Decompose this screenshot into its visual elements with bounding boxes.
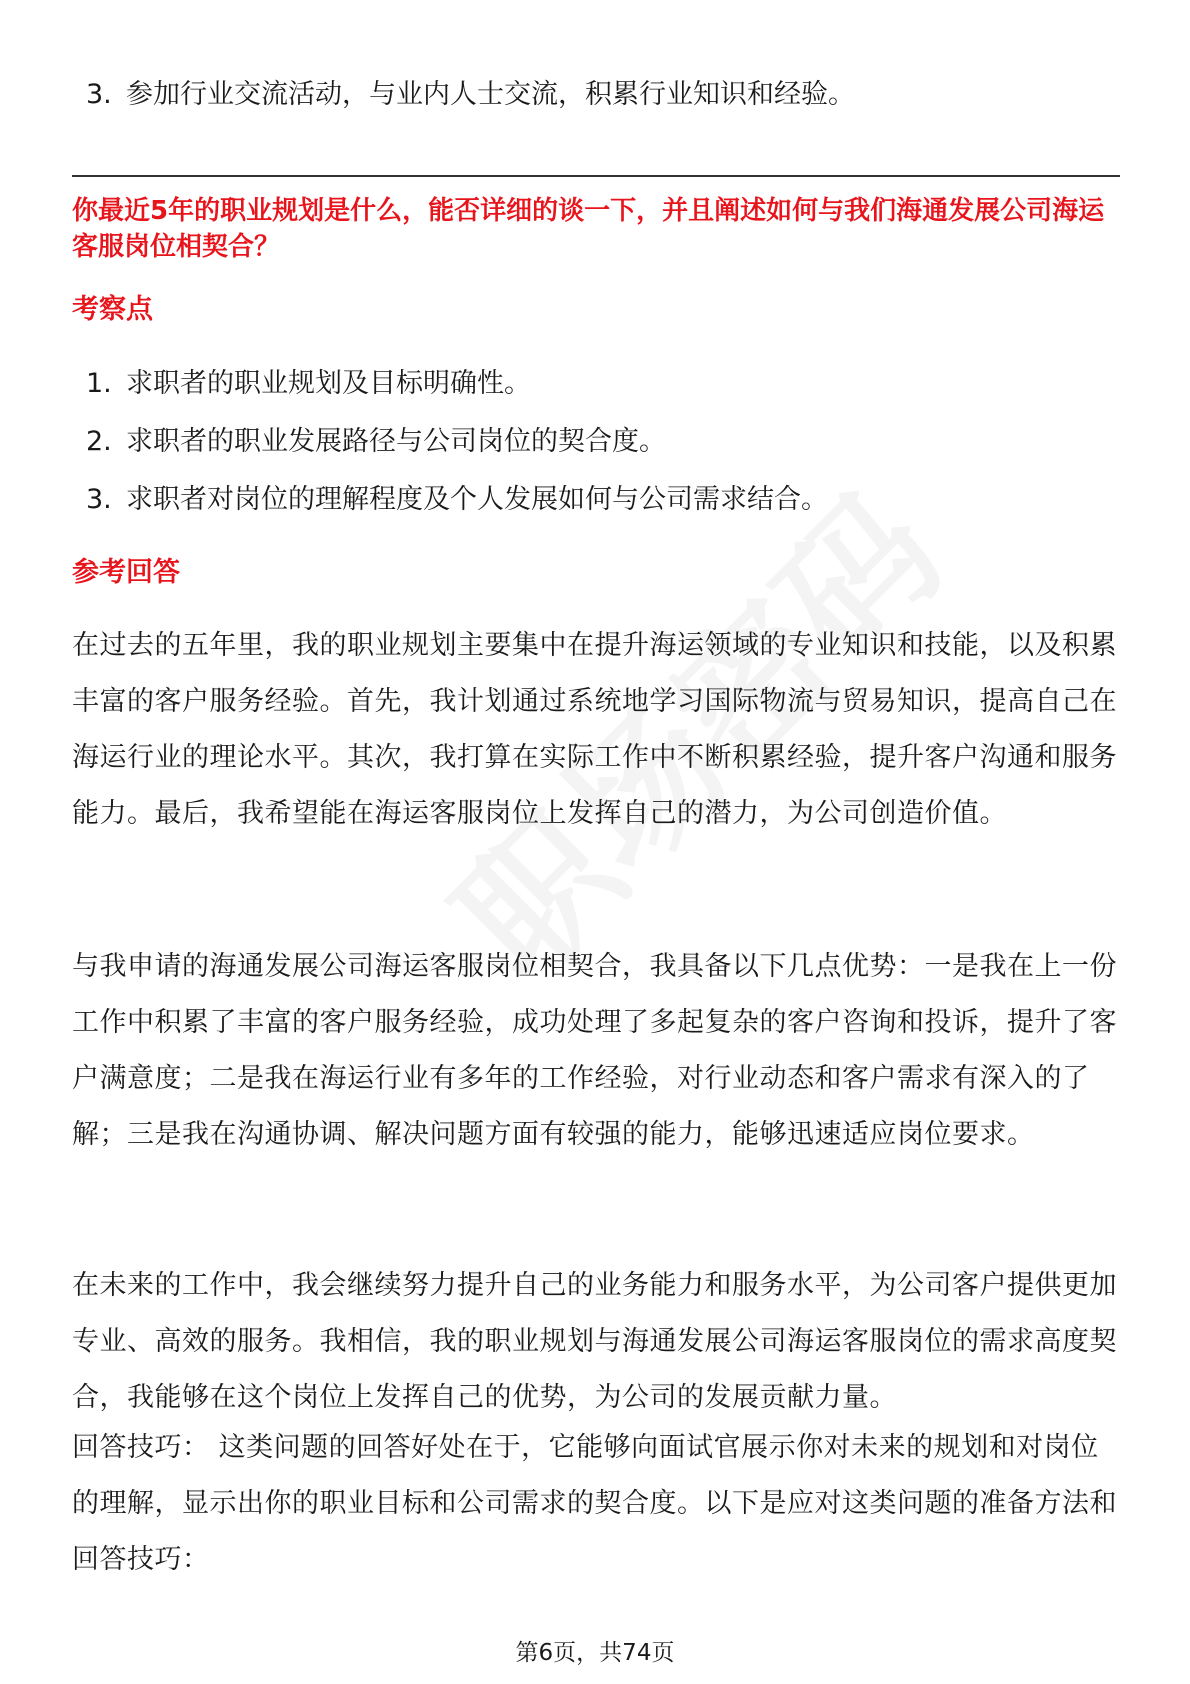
focus-heading: 考察点 <box>72 294 153 325</box>
list-item <box>72 355 1120 413</box>
list-item <box>72 471 1120 529</box>
divider <box>72 175 1120 177</box>
list-number: 3. <box>86 484 112 515</box>
list-text: 求职者对岗位的理解程度及个人发展如何与公司需求结合。 <box>126 484 828 515</box>
question-title: 你最近5年的职业规划是什么，能否详细的谈一下，并且阐述如何与我们海通发展公司海运客服岗位相契合？ <box>72 196 1105 262</box>
list-number: 1. <box>86 368 112 399</box>
previous-list <box>72 66 1120 124</box>
document-page <box>72 0 1120 1684</box>
list-item <box>72 413 1120 471</box>
list-number: 2. <box>86 426 112 457</box>
answer-heading: 参考回答 <box>72 557 180 588</box>
answer-paragraph: 在未来的工作中，我会继续努力提升自己的业务能力和服务水平，为公司客户提供更加专业、高效的服务。我相信，我的职业规划与海通发展公司海运客服岗位的需求高度契合，我能够在这个岗位上发挥自己的优势，为公司的发展贡献力量。 <box>72 1270 1117 1413</box>
answer-paragraph: 在过去的五年里，我的职业规划主要集中在提升海运领域的专业知识和技能，以及积累丰富的客户服务经验。首先，我计划通过系统地学习国际物流与贸易知识，提高自己在海运行业的理论水平。其次，我打算在实际工作中不断积累经验，提升客户沟通和服务能力。最后，我希望能在海运客服岗位上发挥自己的潜力，为公司创造价值。 <box>72 630 1117 829</box>
focus-list <box>72 355 1120 529</box>
list-text: 求职者的职业发展路径与公司岗位的契合度。 <box>126 426 666 457</box>
tips-paragraph: 回答技巧： 这类问题的回答好处在于，它能够向面试官展示你对未来的规划和对岗位的理解，显示出你的职业目标和公司需求的契合度。以下是应对这类问题的准备方法和回答技巧： <box>72 1432 1117 1575</box>
list-item <box>72 66 1120 124</box>
answer-paragraph: 与我申请的海通发展公司海运客服岗位相契合，我具备以下几点优势：一是我在上一份工作中积累了丰富的客户服务经验，成功处理了多起复杂的客户咨询和投诉，提升了客户满意度；二是我在海运行业有多年的工作经验，对行业动态和客户需求有深入的了解；三是我在沟通协调、解决问题方面有较强的能力，能够迅速适应岗位要求。 <box>72 951 1117 1150</box>
list-number: 3. <box>86 79 112 110</box>
list-text: 求职者的职业规划及目标明确性。 <box>126 368 531 399</box>
list-text: 参加行业交流活动，与业内人士交流，积累行业知识和经验。 <box>126 79 855 110</box>
page-number: 第6页，共74页 <box>515 1640 675 1666</box>
